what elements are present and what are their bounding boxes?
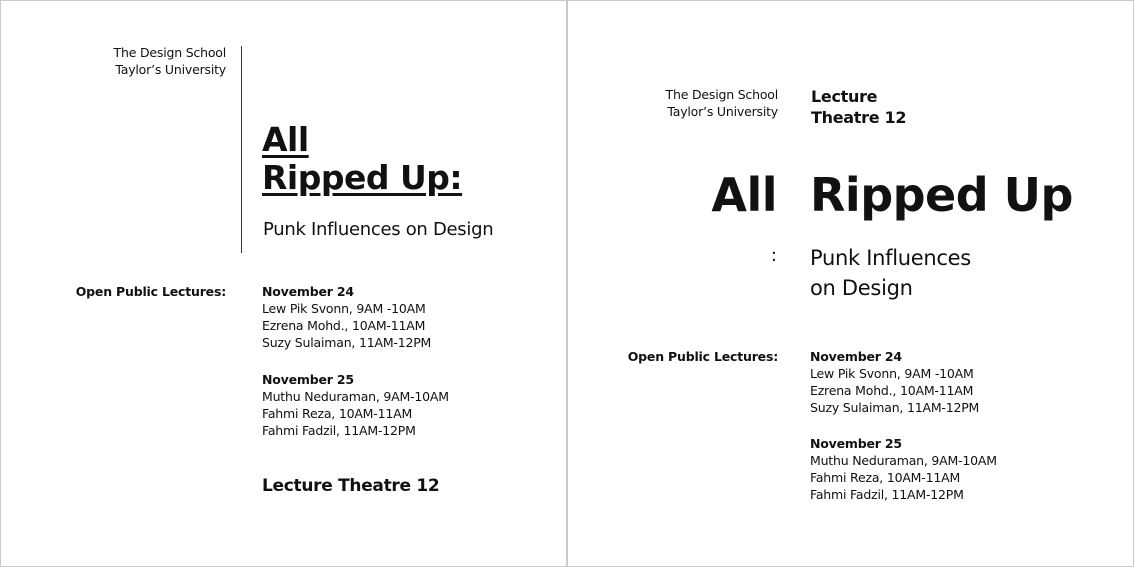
schedule-date: November 25 xyxy=(810,436,902,451)
schedule-item: Fahmi Reza, 10AM-11AM xyxy=(262,406,413,421)
poster-title xyxy=(262,121,462,197)
school-line: The Design School xyxy=(113,45,226,60)
schedule-item: Fahmi Fadzil, 11AM-12PM xyxy=(810,487,964,502)
vertical-divider xyxy=(241,46,242,253)
title-right-words: Ripped Up xyxy=(810,168,1073,222)
schedule-item: Muthu Neduraman, 9AM-10AM xyxy=(262,389,449,404)
schedule-item: Muthu Neduraman, 9AM-10AM xyxy=(810,453,997,468)
schedule-item: Lew Pik Svonn, 9AM -10AM xyxy=(810,366,974,381)
school-line: The Design School xyxy=(665,87,778,102)
schedule-item: Ezrena Mohd., 10AM-11AM xyxy=(810,383,974,398)
schedule-day-2 xyxy=(810,435,997,503)
title-left-word: All xyxy=(711,168,777,222)
school-name xyxy=(666,86,778,120)
school-name xyxy=(114,44,226,78)
venue-label xyxy=(811,86,906,128)
university-line: Taylor’s University xyxy=(115,62,226,77)
schedule-item: Suzy Sulaiman, 11AM-12PM xyxy=(810,400,980,415)
lectures-label: Open Public Lectures: xyxy=(627,349,778,364)
subtitle-line-2: on Design xyxy=(810,276,913,300)
schedule-day-2 xyxy=(262,371,449,439)
poster-right-panel xyxy=(567,0,1134,567)
university-line: Taylor’s University xyxy=(667,104,778,119)
schedule-date: November 24 xyxy=(262,284,354,299)
venue-label: Lecture Theatre 12 xyxy=(262,476,440,496)
schedule-item: Suzy Sulaiman, 11AM-12PM xyxy=(262,335,432,350)
schedule-item: Fahmi Fadzil, 11AM-12PM xyxy=(262,423,416,438)
schedule-date: November 24 xyxy=(810,349,902,364)
schedule-day-1 xyxy=(810,348,979,416)
schedule-date: November 25 xyxy=(262,372,354,387)
schedule-day-1 xyxy=(262,283,431,351)
venue-line-1: Lecture xyxy=(811,87,878,106)
poster-subtitle xyxy=(810,243,971,303)
schedule-item: Fahmi Reza, 10AM-11AM xyxy=(810,470,961,485)
title-colon: : xyxy=(770,245,777,266)
title-line-1: All xyxy=(262,120,309,159)
title-line-2: Ripped Up: xyxy=(262,158,463,197)
schedule-item: Lew Pik Svonn, 9AM -10AM xyxy=(262,301,426,316)
venue-line-2: Theatre 12 xyxy=(811,108,907,127)
lectures-label: Open Public Lectures: xyxy=(75,284,226,299)
poster-subtitle: Punk Influences on Design xyxy=(263,219,494,240)
subtitle-line-1: Punk Influences xyxy=(810,246,971,270)
schedule-item: Ezrena Mohd., 10AM-11AM xyxy=(262,318,426,333)
